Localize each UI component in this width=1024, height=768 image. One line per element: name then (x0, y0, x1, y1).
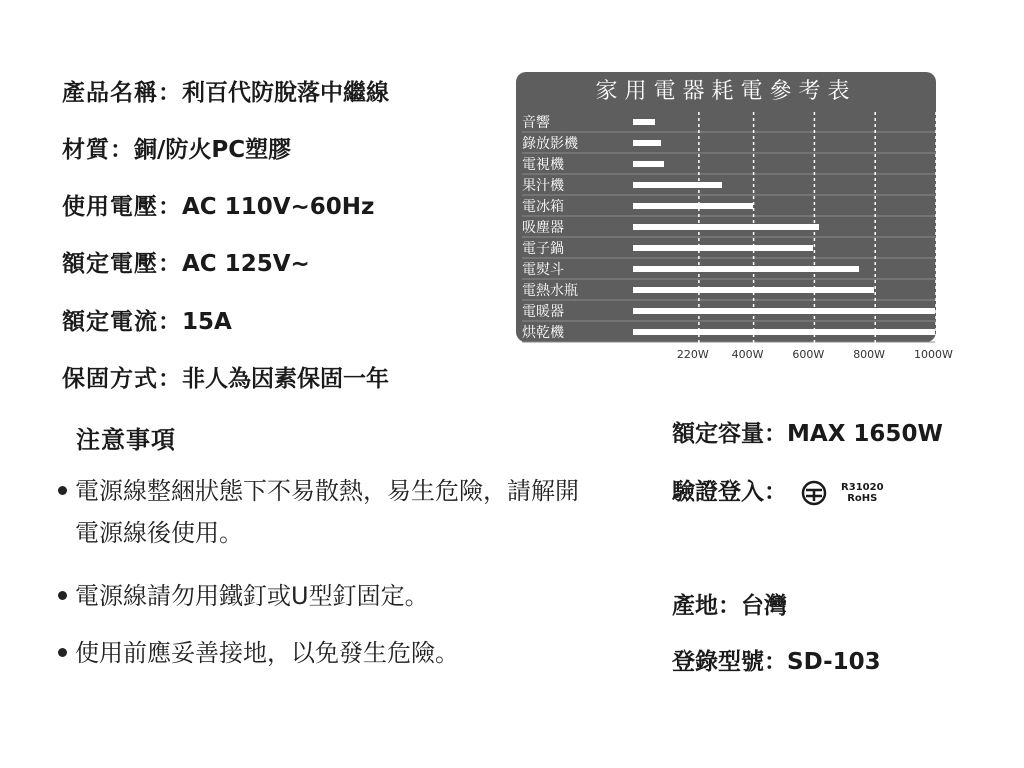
spec-value: AC 110V~60Hz (182, 194, 375, 220)
notice-item (58, 575, 429, 617)
x-tick-label: 400W (731, 348, 764, 361)
notice-text: 電源線請勿用鐵釘或U型釘固定。 (75, 582, 429, 610)
spec-value: 15A (182, 309, 232, 335)
notice-text: 電源線整綑狀態下不易散熱，易生危險，請解開 (75, 477, 579, 505)
spec-label: 額定電流： (62, 309, 182, 335)
spec-rated-voltage (62, 245, 310, 278)
spec-value: 非人為因素保固一年 (182, 366, 389, 392)
spec-label: 使用電壓： (62, 194, 182, 220)
category-label: 電冰箱 (522, 199, 564, 215)
category-label: 烘乾機 (522, 325, 564, 341)
notice-item (58, 632, 459, 674)
spec-material (62, 131, 291, 164)
bsmi-certification-icon (801, 480, 827, 506)
chart-title: 家用電器耗電參考表 (595, 79, 857, 104)
spec-value: SD-103 (787, 649, 881, 675)
notice-text: 使用前應妥善接地，以免發生危險。 (75, 639, 459, 667)
spec-value: MAX 1650W (787, 421, 943, 447)
spec-origin (672, 587, 787, 620)
notice-text-continued: 電源線後使用。 (75, 519, 243, 547)
spec-label: 額定電壓： (62, 251, 182, 277)
category-label: 吸塵器 (522, 220, 564, 236)
spec-value: 利百代防脫落中繼線 (182, 80, 389, 106)
spec-certification (672, 473, 884, 506)
spec-value: AC 125V~ (182, 251, 310, 277)
category-label: 電子鍋 (522, 241, 564, 257)
certification-code (841, 482, 884, 504)
category-label: 電視機 (522, 157, 564, 173)
category-label: 電暖器 (522, 304, 564, 320)
category-label: 電熨斗 (522, 262, 564, 278)
x-tick-label: 600W (792, 348, 825, 361)
category-label: 電熱水瓶 (522, 283, 578, 299)
category-label: 音響 (522, 115, 550, 131)
notice-title: 注意事項 (76, 426, 176, 454)
spec-label: 產品名稱： (62, 80, 182, 106)
spec-warranty (62, 360, 389, 393)
notice-item (58, 470, 579, 554)
spec-rated-current (62, 303, 232, 336)
power-consumption-chart (516, 72, 936, 342)
x-tick-label: 220W (676, 348, 709, 361)
bullet-icon (58, 648, 67, 657)
spec-label: 產地： (672, 593, 741, 619)
spec-label: 材質： (62, 137, 134, 163)
spec-label: 登錄型號： (672, 649, 787, 675)
spec-product-name (62, 74, 389, 107)
category-label: 果汁機 (522, 178, 564, 194)
category-label: 錄放影機 (522, 136, 578, 152)
spec-label: 額定容量： (672, 421, 787, 447)
x-tick-label: 1000W (914, 348, 953, 361)
spec-model (672, 643, 881, 676)
rohs-label: RoHS (847, 492, 878, 504)
bullet-icon (58, 591, 67, 600)
spec-capacity (672, 415, 943, 448)
x-tick-label: 800W (853, 348, 886, 361)
spec-label: 驗證登入： (672, 479, 787, 505)
spec-label: 保固方式： (62, 366, 182, 392)
spec-value: 銅/防火PC塑膠 (134, 137, 292, 163)
bsmi-code: R31020 (841, 481, 884, 493)
bullet-icon (58, 486, 67, 495)
chart-grid (516, 72, 936, 362)
spec-value: 台灣 (741, 593, 787, 619)
spec-voltage (62, 188, 374, 221)
